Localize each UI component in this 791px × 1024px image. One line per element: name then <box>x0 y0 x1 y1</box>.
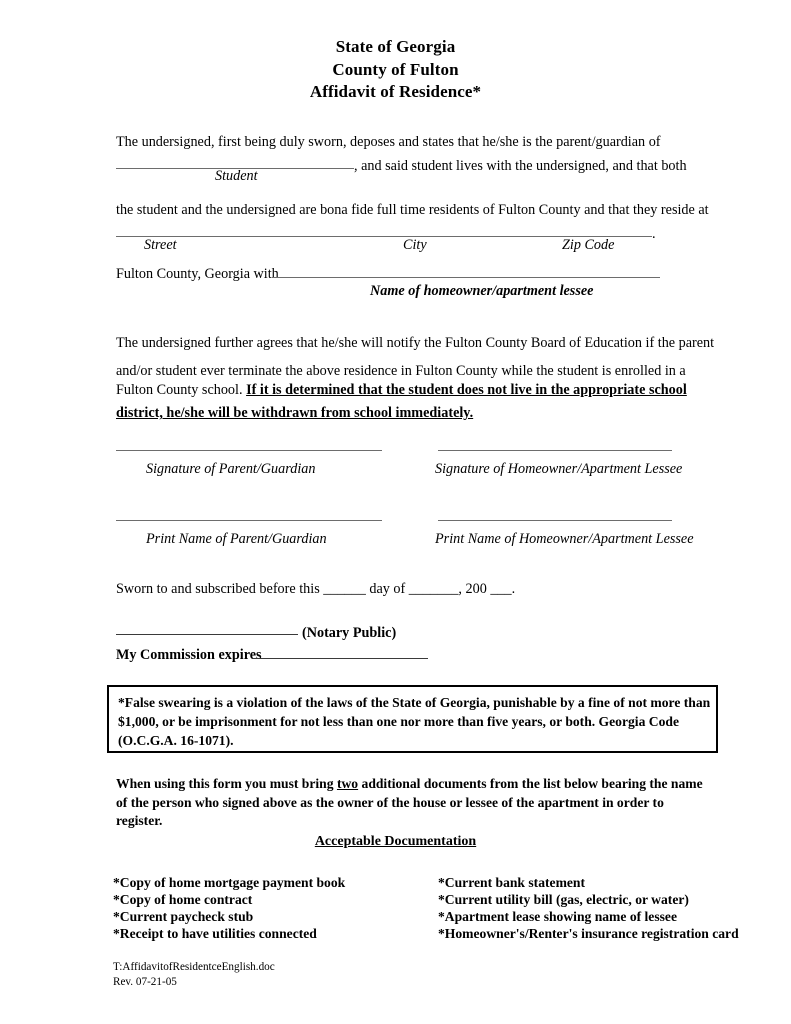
zip-code-label: Zip Code <box>562 237 615 253</box>
instructions-line-1-after: additional documents from the list below bearing the name <box>361 776 703 791</box>
document-footer <box>113 960 275 990</box>
acceptable-documentation-heading: Acceptable Documentation <box>314 834 477 849</box>
list-item: *Homeowner's/Renter's insurance registration card <box>438 926 739 941</box>
notary-public-label: (Notary Public) <box>302 625 397 641</box>
list-item: *Copy of home contract <box>113 892 253 907</box>
list-item: *Current paycheck stub <box>113 909 254 924</box>
title-line-affidavit: Affidavit of Residence* <box>309 82 482 101</box>
list-item: *Apartment lease showing name of lessee <box>438 909 677 924</box>
agreement-line-3-emphasis: If it is determined that the student does not live in the appropriate school <box>246 382 687 398</box>
warning-line-1: *False swearing is a violation of the laws of the State of Georgia, punishable by a fine of not more than <box>118 695 711 710</box>
instructions-emphasis-two: two <box>336 776 359 791</box>
intro-line-3: the student and the undersigned are bona fide full time residents of Fulton County and that they reside at <box>116 202 709 218</box>
list-item: *Current utility bill (gas, electric, or water) <box>438 892 689 907</box>
homeowner-print-name-blank[interactable] <box>438 520 672 521</box>
list-item: *Copy of home mortgage payment book <box>113 875 346 890</box>
warning-line-3: (O.C.G.A. 16-1071). <box>118 733 234 748</box>
homeowner-lessee-label: Name of homeowner/apartment lessee <box>370 283 594 299</box>
intro-line-1: The undersigned, first being duly sworn, deposes and states that he/she is the parent/guardian of <box>116 134 661 150</box>
homeowner-signature-label: Signature of Homeowner/Apartment Lessee <box>435 461 683 477</box>
documentation-list-right <box>438 874 739 942</box>
footer-filename: T:AffidavitofResidentceEnglish.doc <box>113 961 275 973</box>
parent-signature-label: Signature of Parent/Guardian <box>146 461 316 477</box>
student-label: Student <box>215 168 258 184</box>
agreement-line-3-plain: Fulton County school. <box>116 382 243 398</box>
agreement-line-2: and/or student ever terminate the above residence in Fulton County while the student is enrolled in a <box>116 363 686 379</box>
homeowner-name-blank[interactable] <box>272 277 660 278</box>
homeowner-signature-blank[interactable] <box>438 450 672 451</box>
agreement-line-1: The undersigned further agrees that he/she will notify the Fulton County Board of Education if the parent <box>116 335 715 351</box>
false-swearing-warning-box <box>107 685 718 753</box>
commission-expires-blank[interactable] <box>253 658 428 659</box>
agreement-line-4-emphasis: district, he/she will be withdrawn from school immediately. <box>116 405 474 421</box>
warning-line-2: $1,000, or be imprisonment for not less than one nor more than five years, or both. Georgia Code <box>118 714 679 729</box>
instructions-line-3: register. <box>116 813 163 828</box>
city-label: City <box>403 237 427 253</box>
parent-print-name-label: Print Name of Parent/Guardian <box>146 531 327 547</box>
instructions-line-1-before: When using this form you must bring <box>116 776 334 791</box>
list-item: *Receipt to have utilities connected <box>113 926 317 941</box>
list-item: *Current bank statement <box>438 875 586 890</box>
documentation-list-left <box>113 874 345 942</box>
document-title-block <box>0 36 791 104</box>
address-period: . <box>652 226 656 242</box>
homeowner-print-name-label: Print Name of Homeowner/Apartment Lessee <box>435 531 694 547</box>
parent-signature-blank[interactable] <box>116 450 382 451</box>
parent-print-name-blank[interactable] <box>116 520 382 521</box>
usage-instructions <box>116 775 703 831</box>
title-line-state: State of Georgia <box>335 37 456 56</box>
instructions-line-2: of the person who signed above as the owner of the house or lessee of the apartment in order to <box>116 794 664 810</box>
footer-revision: Rev. 07-21-05 <box>113 976 177 988</box>
commission-expires-label: My Commission expires <box>116 647 262 663</box>
notary-signature-blank[interactable] <box>116 634 298 635</box>
street-label: Street <box>144 237 177 253</box>
sworn-statement[interactable]: Sworn to and subscribed before this ______ day of _______, 200 ___. <box>116 581 516 597</box>
intro-line-2-tail: , and said student lives with the undersigned, and that both <box>354 158 687 174</box>
instructions-line-1 <box>116 775 703 794</box>
county-line-prefix: Fulton County, Georgia with <box>116 266 279 282</box>
title-line-county: County of Fulton <box>332 59 459 79</box>
